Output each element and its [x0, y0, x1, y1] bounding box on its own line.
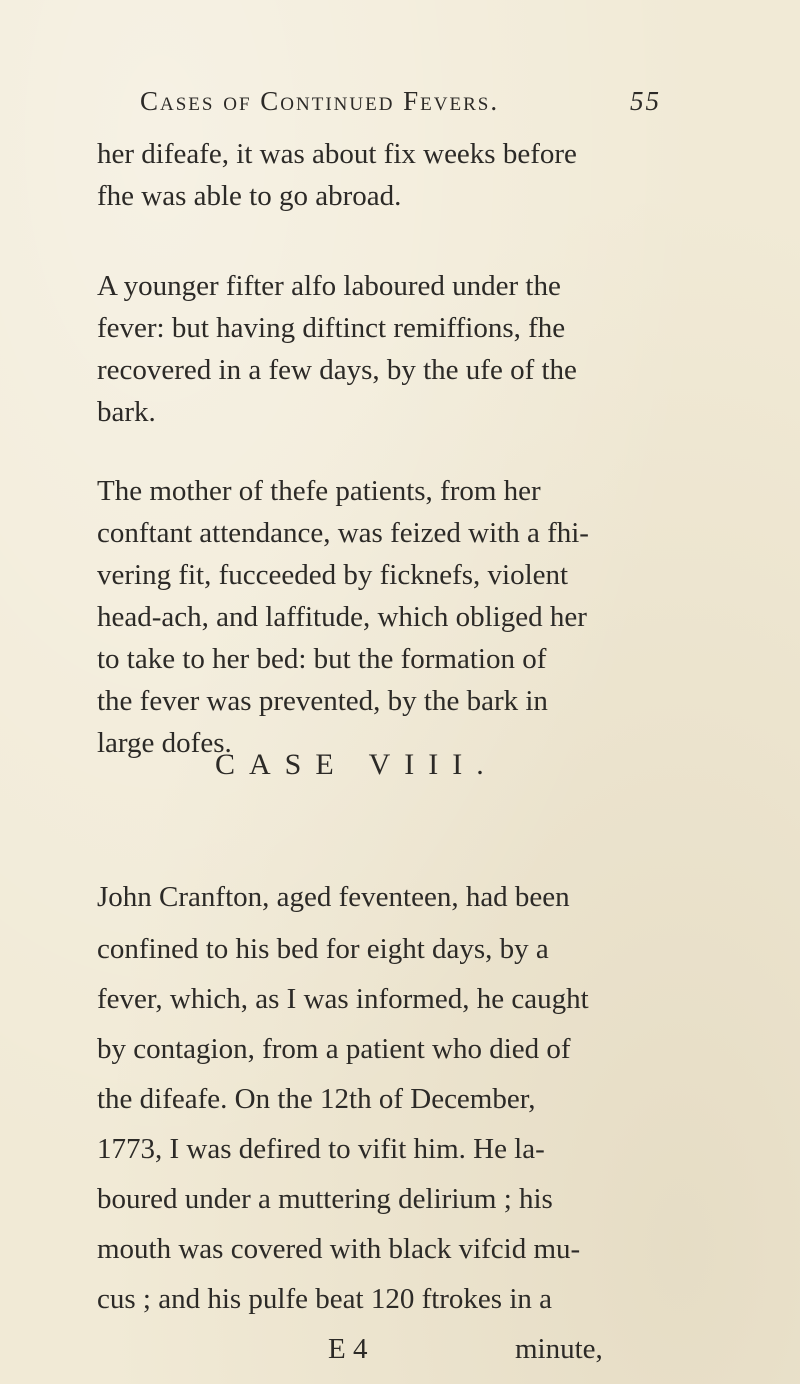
- text-line: cus ; and his pulfe beat 120 ftrokes in a: [97, 1283, 553, 1315]
- text-line: to take to her bed: but the formation of: [97, 643, 547, 675]
- text-line: vering fit, fucceeded by ficknefs, violent: [97, 559, 569, 591]
- catchword: minute,: [515, 1333, 603, 1365]
- text-line: mouth was covered with black vifcid mu-: [97, 1233, 581, 1265]
- text-line: A younger fifter alfo laboured under the: [97, 270, 561, 302]
- text-line: head-ach, and laffitude, which obliged her: [97, 601, 587, 633]
- running-header: [140, 86, 660, 117]
- signature-mark: E 4: [328, 1333, 368, 1365]
- text-line: the fever was prevented, by the bark in: [97, 685, 548, 717]
- text-line: 1773, I was defired to vifit him. He la-: [97, 1133, 545, 1165]
- case-heading: CASE VIII.: [215, 748, 498, 781]
- text-line: John Cranfton, aged feventeen, had been: [97, 881, 570, 913]
- text-line: large dofes.: [97, 727, 232, 759]
- running-title: Cases of Continued Fevers.: [140, 86, 500, 116]
- text-line: the difeafe. On the 12th of December,: [97, 1083, 536, 1115]
- text-line: conftant attendance, was feized with a fhi-: [97, 517, 589, 549]
- text-line: confined to his bed for eight days, by a: [97, 933, 549, 965]
- text-line: by contagion, from a patient who died of: [97, 1033, 571, 1065]
- text-line: The mother of thefe patients, from her: [97, 475, 541, 507]
- text-line: fever, which, as I was informed, he caught: [97, 983, 589, 1015]
- page-number: 55: [630, 86, 661, 116]
- text-line: recovered in a few days, by the ufe of the: [97, 354, 577, 386]
- text-line: fever: but having diftinct remiffions, fhe: [97, 312, 566, 344]
- text-line: boured under a muttering delirium ; his: [97, 1183, 553, 1215]
- text-line: fhe was able to go abroad.: [97, 180, 402, 212]
- text-line: her difeafe, it was about fix weeks before: [97, 138, 577, 170]
- text-line: bark.: [97, 396, 156, 428]
